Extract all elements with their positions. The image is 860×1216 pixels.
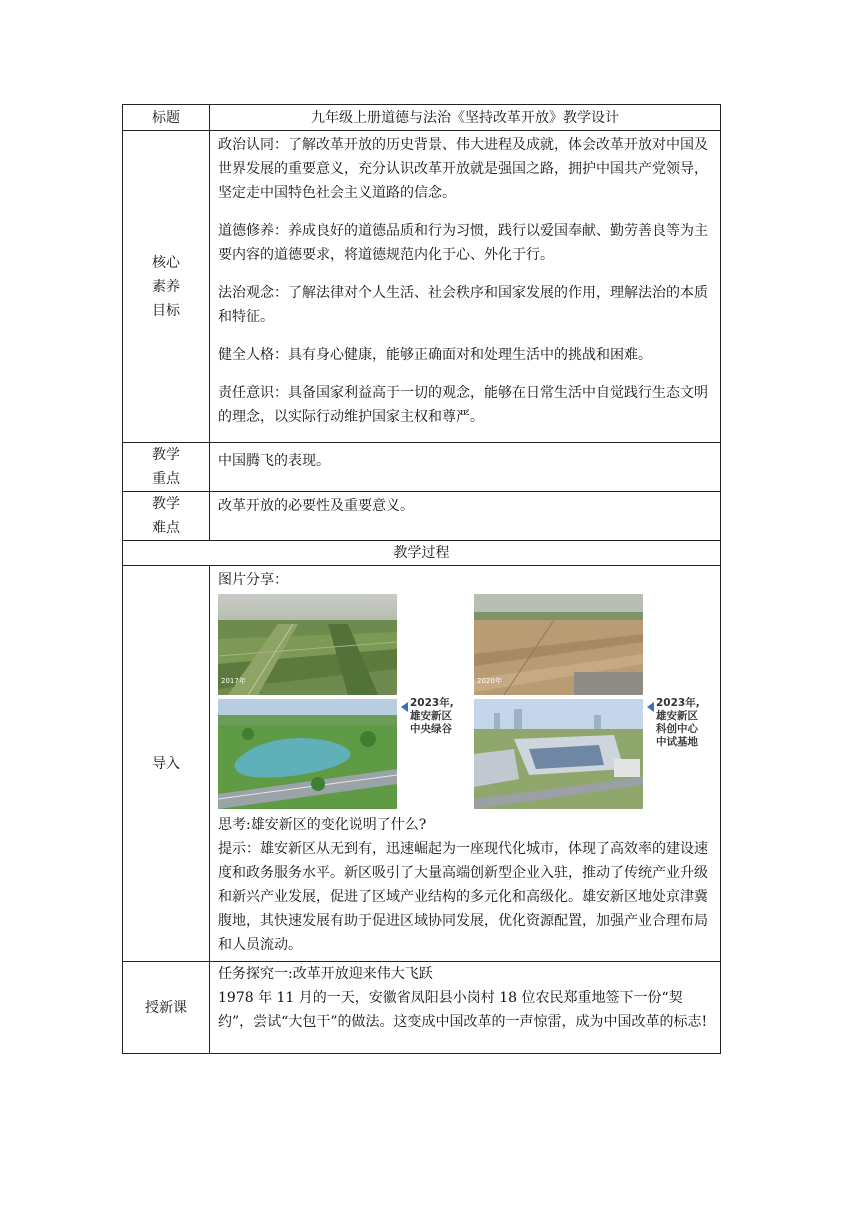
intro-content	[210, 566, 721, 962]
goal-political: 政治认同：了解改革开放的历史背景、伟大进程及成就，体会改革开放对中国及世界发展的重要意义，充分认识改革开放就是强国之路，拥护中国共产党领导，坚定走中国特色社会主义道路的信念。	[218, 137, 708, 201]
core-label-line: 目标	[152, 302, 180, 319]
key-point-row	[123, 443, 721, 492]
task-text: 1978 年 11 月的一天，安徽省凤阳县小岗村 18 位农民郑重地签下一份“契约”，尝试“大包干”的做法。这变成中国改革的一声惊雷，成为中国改革的标志!	[218, 990, 708, 1030]
process-header: 教学过程	[123, 541, 721, 566]
caption-line: 雄安新区	[656, 710, 698, 722]
task-title: 任务探究一:改革开放迎来伟大飞跃	[218, 966, 433, 982]
caption-line: 科创中心	[656, 723, 698, 735]
core-literacy-content	[210, 131, 721, 443]
caption-line: 2023年,	[656, 697, 700, 709]
goal-responsibility: 责任意识：具备国家利益高于一切的观念，能够在日常生活中自觉践行生态文明的理念，以实际行动维护国家主权和尊严。	[218, 385, 708, 425]
intro-row	[123, 566, 721, 962]
core-label-line: 素养	[152, 278, 180, 295]
photo-collage	[218, 594, 712, 809]
caption-line: 中央绿谷	[410, 723, 452, 735]
difficulty-row	[123, 492, 721, 541]
title-label: 标题	[123, 105, 210, 131]
caption-line: 2023年,	[410, 697, 454, 709]
caption-line: 中试基地	[656, 736, 698, 748]
photo-site-2020	[474, 594, 643, 695]
goal-law: 法治观念：了解法律对个人生活、社会秩序和国家发展的作用，理解法治的本质和特征。	[218, 285, 708, 325]
key-point-value: 中国腾飞的表现。	[210, 443, 721, 492]
photo-green-valley-2023	[218, 699, 397, 809]
core-label-line: 核心	[152, 254, 180, 271]
photo-year-label: 2017年	[221, 677, 246, 685]
intro-hint: 提示：雄安新区从无到有，迅速崛起为一座现代化城市，体现了高效率的建设速度和政务服务水平。新区吸引了大量高端创新型企业入驻，推动了传统产业升级和新兴产业发展，促进了区域产业结构的多元化和高级化。雄安新区地处京津冀腹地，其快速发展有助于促进区域协同发展，优化资源配置，加强产业合理布局和人员流动。	[218, 841, 708, 953]
difficulty-label-line: 难点	[152, 520, 180, 536]
new-lesson-row	[123, 962, 721, 1054]
process-header-row	[123, 541, 721, 566]
caption-innovation-center	[656, 697, 700, 749]
difficulty-value: 改革开放的必要性及重要意义。	[210, 492, 721, 541]
title-row	[123, 105, 721, 131]
key-label-line: 重点	[152, 471, 180, 487]
caption-arrow-icon	[647, 702, 654, 712]
photo-innovation-center-2023	[474, 699, 643, 809]
goal-moral: 道德修养：养成良好的道德品质和行为习惯，践行以爱国奉献、勤劳善良等为主要内容的道德要求，将道德规范内化于心、外化于行。	[218, 223, 708, 263]
photo-farmland-2017	[218, 594, 397, 695]
difficulty-label	[123, 492, 210, 541]
core-literacy-label	[123, 131, 210, 443]
new-lesson-content	[210, 962, 721, 1054]
caption-green-valley	[410, 697, 454, 736]
lesson-title: 九年级上册道德与法治《坚持改革开放》教学设计	[210, 105, 721, 131]
lesson-plan-table	[122, 104, 721, 1054]
intro-label: 导入	[123, 566, 210, 962]
goal-personality: 健全人格：具有身心健康，能够正确面对和处理生活中的挑战和困难。	[218, 347, 652, 363]
key-point-label	[123, 443, 210, 492]
core-literacy-row	[123, 131, 721, 443]
picture-share-label: 图片分享：	[218, 572, 288, 588]
caption-line: 雄安新区	[410, 710, 452, 722]
difficulty-label-line: 教学	[152, 496, 180, 512]
intro-question: 思考:雄安新区的变化说明了什么?	[218, 817, 427, 833]
new-lesson-label: 授新课	[123, 962, 210, 1054]
caption-arrow-icon	[401, 702, 408, 712]
photo-year-label: 2020年	[477, 677, 502, 685]
key-label-line: 教学	[152, 447, 180, 463]
